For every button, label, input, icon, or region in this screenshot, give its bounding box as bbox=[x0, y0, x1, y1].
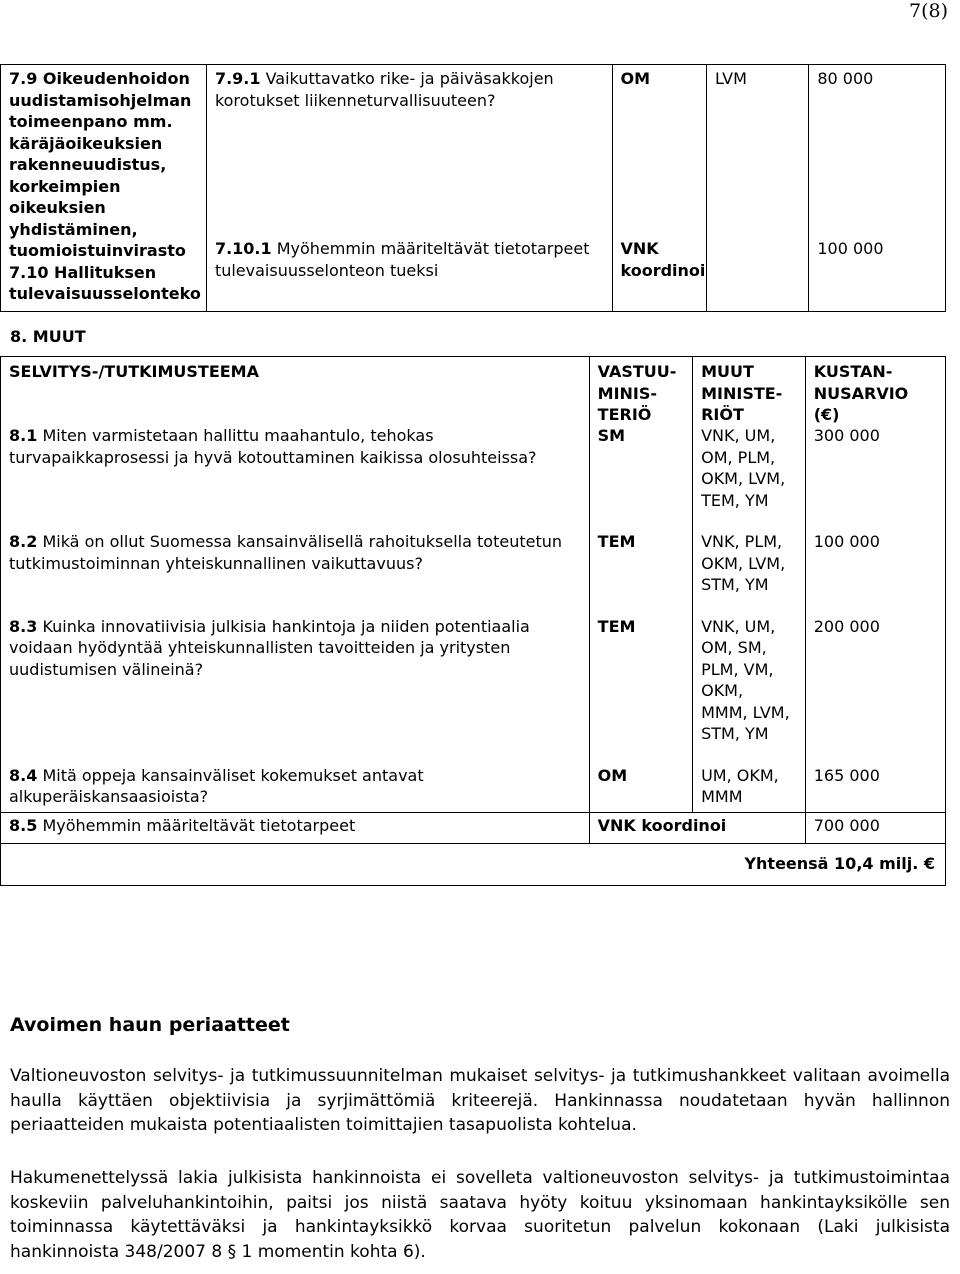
row-8-2-other: VNK, PLM, OKM, LVM, STM, YM bbox=[701, 532, 786, 594]
row-8-2: 8.2 Mikä on ollut Suomessa kansainvälisellä rahoituksella toteutetun tutkimustoiminnan yhteiskunnallinen vaikuttavuus? TEM VNK, PLM, OKM, LVM, STM, YM 100 000 bbox=[1, 527, 946, 612]
cost-7-9-1: 80 000 bbox=[817, 69, 874, 88]
row-8-3: 8.3 Kuinka innovatiivisia julkisia hankintoja ja niiden potentiaalia voidaan hyödyntää yhteiskunnallisten tavoitteiden ja yritysten uudistumisen välineinä? TEM VNK, UM, OM, SM, PLM, VM, OKM, MMM, LVM, STM, YM 200 000 bbox=[1, 612, 946, 761]
section-8-heading: 8. MUUT bbox=[10, 327, 86, 346]
top-other-cell bbox=[707, 65, 809, 312]
row-8-1-text: 8.1 Miten varmistetaan hallittu maahantulo, tehokas turvapaikkaprosessi ja hyvä kotouttaminen kaikissa olosuhteissa? bbox=[9, 426, 537, 467]
row-8-5-text: Myöhemmin määriteltävät tietotarpeet bbox=[42, 815, 356, 835]
top-topic-cell bbox=[206, 65, 612, 312]
row-8-4-text: Mitä oppeja kansainväliset kokemukset antavat alkuperäiskansaasioista? bbox=[9, 765, 424, 806]
top-left-cell bbox=[1, 65, 207, 312]
total-value: Yhteensä 10,4 milj. € bbox=[744, 853, 935, 873]
row-7-9-1 bbox=[215, 68, 608, 238]
top-resp-cell bbox=[612, 65, 707, 312]
row-7-10-1 bbox=[215, 238, 608, 281]
topic-col bbox=[1, 357, 590, 528]
row-8-1-cost: 300 000 bbox=[813, 426, 880, 445]
cost-col bbox=[805, 357, 945, 528]
row-8-4: 8.4 Mitä oppeja kansainväliset kokemukset antavat alkuperäiskansaasioista? OM UM, OKM, MMM 165 000 bbox=[1, 761, 946, 813]
other-7-9-1: LVM bbox=[715, 69, 747, 88]
section-8-table bbox=[0, 356, 946, 886]
row-8-2-text: Mikä on ollut Suomessa kansainvälisellä rahoituksella toteutetun tutkimustoiminnan yhteiskunnallinen vaikuttavuus? bbox=[9, 532, 563, 573]
row-8-3-resp: TEM bbox=[589, 612, 692, 761]
open-call-paragraph-1: Valtioneuvoston selvitys- ja tutkimussuunnitelman mukaiset selvitys- ja tutkimushankkeet valitaan avoimella haulla käyttäen objektiivisia ja syrjimättömiä kriteerejä. Hankinnassa noudatetaan hyvän hallinnon periaatteiden mukaista potentiaalisten toimittajien tasapuolista kohtelua. bbox=[10, 1066, 950, 1135]
row-8-4-other: UM, OKM, MMM bbox=[701, 765, 779, 806]
header-resp: VASTUU-MINIS-TERIÖ bbox=[597, 362, 677, 424]
other-col bbox=[693, 357, 806, 528]
row-text: Vaikuttavatko rike- ja päiväsakkojen korotukset liikenneturvallisuuteen? bbox=[214, 69, 554, 110]
open-call-title: Avoimen haun periaatteet bbox=[10, 1014, 290, 1036]
row-8-2-cost: 100 000 bbox=[813, 532, 880, 551]
row-8-1-other: VNK, UM, OM, PLM, OKM, LVM, TEM, YM bbox=[701, 426, 786, 510]
row-8-1-resp: SM bbox=[597, 426, 626, 445]
open-call-paragraph-2: Hakumenettelyssä lakia julkisista hankinnoista ei sovelleta valtioneuvoston selvitys- ja tutkimustoimintaa koskeviin palveluhankintoihin, paitsi jos niistä saatava hyöty koituu yksinomaan hankintayksikölle sen toiminnassa käytettäväksi ja hankintayksikkö korvaa suoritetun palvelun kokonaan (Laki julkisista hankinnoista 348/2007 8 § 1 momentin kohta 6). bbox=[10, 1168, 950, 1262]
header-topic: SELVITYS-/TUTKIMUSTEEMA bbox=[9, 362, 259, 381]
item-7-10: 7.10 Hallituksen tulevaisuusselonteko bbox=[9, 262, 201, 303]
resp-col bbox=[589, 357, 692, 528]
page-number: 7(8) bbox=[908, 0, 948, 22]
row-num: 7.10.1 bbox=[214, 239, 272, 258]
resp-7-9-1: OM bbox=[620, 69, 651, 88]
row-8-5: 8.5 Myöhemmin määriteltävät tietotarpeet VNK koordinoi 700 000 bbox=[1, 812, 946, 843]
row-8-3-other: VNK, UM, OM, SM, PLM, VM, OKM, MMM, LVM, STM, YM bbox=[701, 616, 790, 743]
row-8-4-resp: OM bbox=[589, 761, 692, 813]
row-8-5-resp: VNK koordinoi bbox=[589, 812, 805, 843]
row-8-5-cost: 700 000 bbox=[805, 812, 945, 843]
top-table bbox=[0, 64, 946, 312]
row-text: Myöhemmin määriteltävät tietotarpeet tulevaisuusselonteon tueksi bbox=[214, 239, 590, 280]
row-num: 7.9.1 bbox=[214, 69, 261, 88]
section-8-header-and-row-1 bbox=[1, 357, 946, 528]
total-row bbox=[1, 843, 946, 885]
header-cost: KUSTAN-NUSARVIO (€) bbox=[813, 362, 909, 424]
header-other: MUUT MINISTE-RIÖT bbox=[701, 362, 783, 424]
item-7-9: 7.9 Oikeudenhoidon uudistamisohjelman toimeenpano mm. käräjäoikeuksien rakenneuudistus, korkeimpien oikeuksien yhdistäminen, tuomioistuinvirasto bbox=[9, 69, 192, 260]
resp-7-10-1: VNK koordinoi bbox=[620, 239, 706, 280]
cost-7-10-1: 100 000 bbox=[817, 239, 884, 258]
row-8-2-resp: TEM bbox=[589, 527, 692, 612]
row-8-3-text: Kuinka innovatiivisia julkisia hankintoja ja niiden potentiaalia voidaan hyödyntää yhteiskunnallisten tavoitteiden ja yritysten uudistumisen välineinä? bbox=[9, 616, 530, 679]
row-8-4-cost: 165 000 bbox=[805, 761, 945, 813]
top-cost-cell bbox=[809, 65, 946, 312]
row-8-3-cost: 200 000 bbox=[813, 616, 880, 636]
